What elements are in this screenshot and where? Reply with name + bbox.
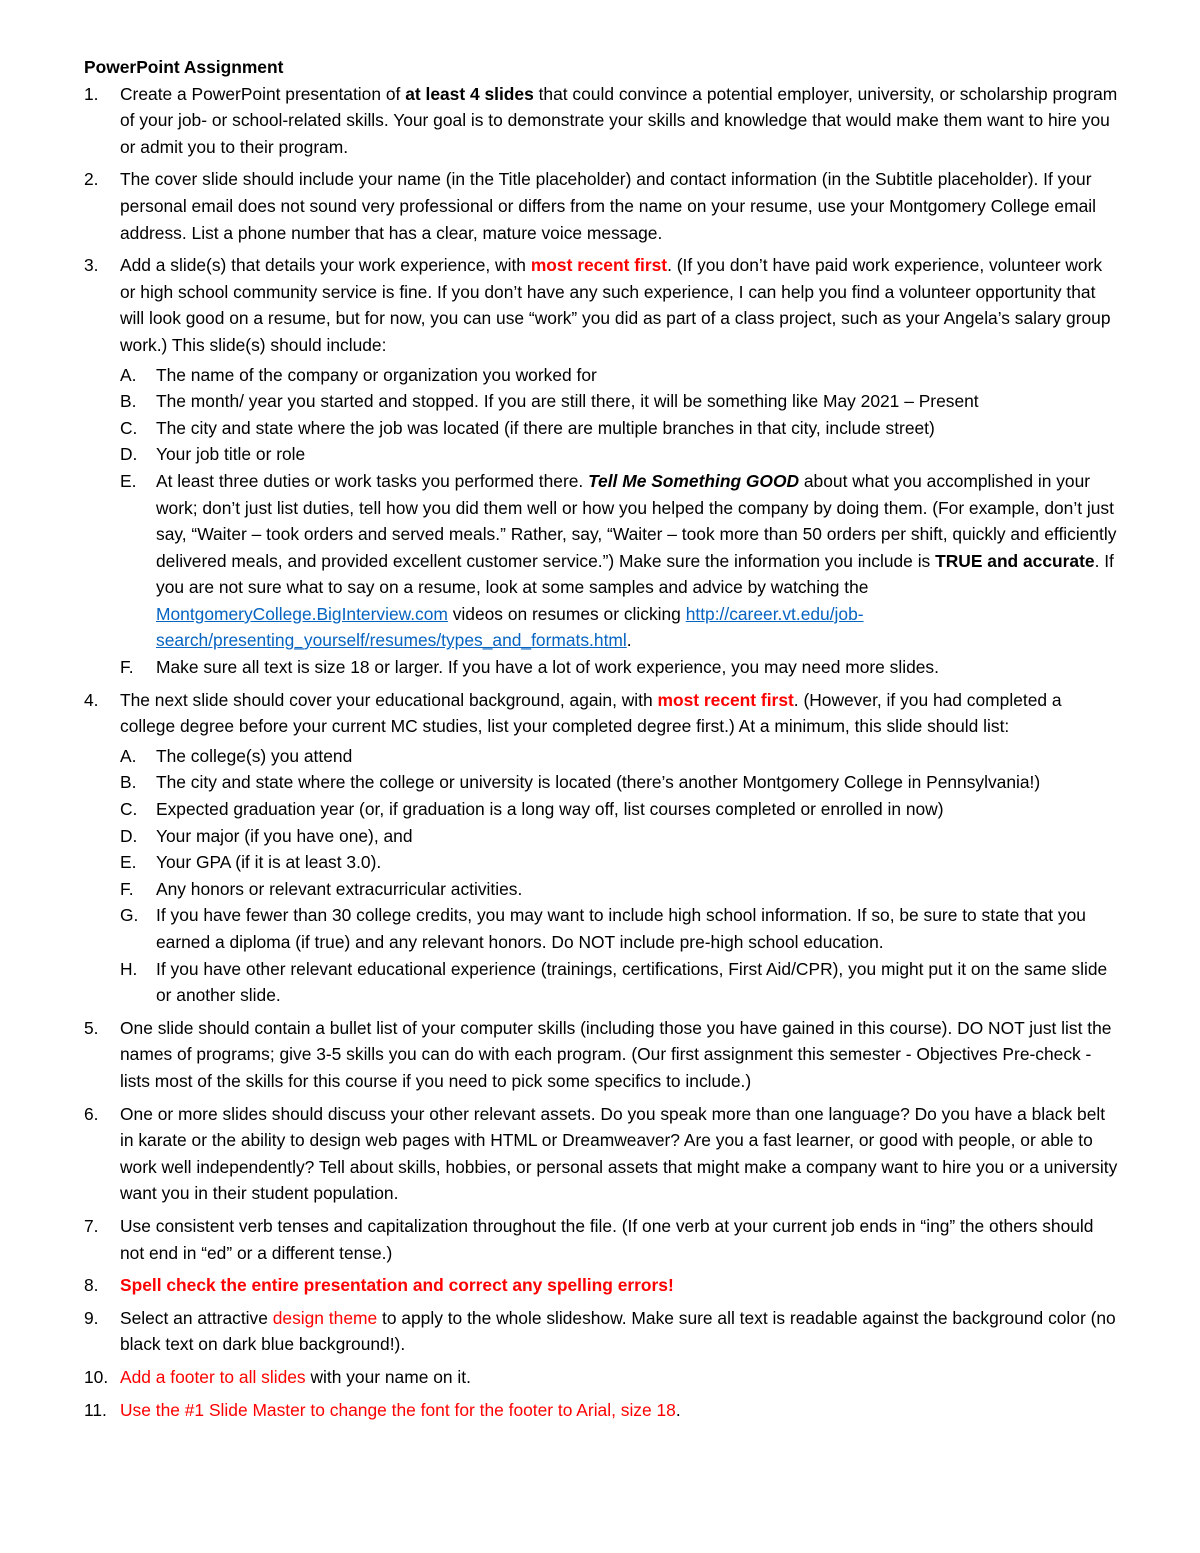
subitem-text: Make sure all text is size 18 or larger. If you have a lot of work experience, you may need more slides. [156, 657, 939, 678]
item-number: 10. [84, 1366, 109, 1387]
subitem-text: Expected graduation year (or, if graduation is a long way off, list courses completed or enrolled in now) [156, 799, 944, 820]
sublist-item-b [120, 769, 1119, 796]
sublist-item-e [120, 468, 1119, 654]
list-item-5 [84, 1015, 1119, 1095]
item-text: Add a slide(s) that details your work experience, with [120, 255, 531, 276]
item-number: 6. [84, 1103, 99, 1124]
subitem-letter: F. [120, 878, 134, 899]
item-text: to apply to the whole slideshow. Make sure all text is readable against the background color (no black text on dark blue background!). [120, 1307, 1116, 1355]
item-text: . (If you don’t have paid work experience, volunteer work or high school community service is fine. If you don’t have any such experience, I can help you find a volunteer opportunity that will look good on a resume, but for now, you can use “work” you did as part of a class project, such as your Angela’s salary group work.) This slide(s) should include: [120, 255, 1111, 355]
item-emphasis-red: most recent first [657, 689, 794, 710]
subitem-letter: B. [120, 391, 137, 412]
subitem-text: The city and state where the college or university is located (there’s another Montgomery College in Pennsylvania!) [156, 772, 1041, 793]
item-number: 8. [84, 1275, 99, 1296]
subitem-text: If you have other relevant educational experience (trainings, certifications, First Aid/CPR), you might put it on the same slide or another slide. [156, 958, 1108, 1006]
list-item-11 [84, 1397, 1119, 1424]
subitem-letter: A. [120, 364, 137, 385]
subitem-text: Your major (if you have one), and [156, 825, 413, 846]
subitem-text: The month/ year you started and stopped. If you are still there, it will be something like May 2021 – Present [156, 391, 979, 412]
item-emphasis-red: most recent first [530, 255, 668, 276]
item-number: 7. [84, 1215, 99, 1236]
item-text: Use consistent verb tenses and capitalization throughout the file. (If one verb at your current job ends in “ing” the others should not end in “ed” or a different tense.) [120, 1215, 1094, 1263]
subitem-letter: D. [120, 444, 138, 465]
subitem-text: about what you accomplished in your work; don’t just list duties, tell how you did them well or how you helped the company by doing them. (For example, don’t just say, “Waiter – took orders and served meals.” Rather, say, “Waiter – took more than 50 orders per shift, quickly and efficiently delivered meals, and provided excellent customer service.”) Make sure the information you include is [156, 470, 1117, 571]
sublist-item-c [120, 415, 1119, 442]
subitem-text: Any honors or relevant extracurricular activities. [156, 878, 523, 899]
subitem-emphasis: TRUE and accurate [935, 550, 1095, 571]
list-item-4 [84, 687, 1119, 1009]
list-item-3 [84, 252, 1119, 681]
item-text: One slide should contain a bullet list of your computer skills (including those you have gained in this course). DO NOT just list the names of programs; give 3-5 skills you can do with each program. (Our first assignment this semester - Objectives Pre-check - lists most of the skills for this course if you need to pick some specifics to include.) [120, 1017, 1112, 1091]
item-number: 4. [84, 689, 99, 710]
sublist-item-f [120, 654, 1119, 681]
subitem-letter: A. [120, 745, 137, 766]
subitem-text: Your GPA (if it is at least 3.0). [156, 852, 382, 873]
subitem-text: The name of the company or organization you worked for [156, 364, 597, 385]
subitem-letter: G. [120, 905, 139, 926]
item-text: . (However, if you had completed a college degree before your current MC studies, list your completed degree first.) At a minimum, this slide should list: [120, 689, 1062, 737]
item-emphasis-red: Use the #1 Slide Master to change the font for the footer to Arial, size 18 [120, 1399, 676, 1420]
list-item-2 [84, 166, 1119, 246]
list-item-9 [84, 1305, 1119, 1358]
item-number: 9. [84, 1307, 99, 1328]
subitem-letter: E. [120, 470, 137, 491]
sublist-item-g [120, 902, 1119, 955]
sublist-item-d [120, 823, 1119, 850]
subitem-text: The city and state where the job was located (if there are multiple branches in that city, include street) [156, 417, 935, 438]
item-text: The next slide should cover your educational background, again, with [120, 689, 658, 710]
sublist-item-a [120, 362, 1119, 389]
item-number: 1. [84, 83, 99, 104]
item-emphasis-red: Spell check the entire presentation and correct any spelling errors! [120, 1275, 674, 1296]
career-vt-link[interactable]: http://career.vt.edu/job-search/presenting_yourself/resumes/types_and_formats.html [156, 603, 864, 651]
subitem-text: Your job title or role [156, 444, 306, 465]
sublist-item-f [120, 876, 1119, 903]
item-text: Select an attractive [120, 1307, 273, 1328]
sublist-item-e [120, 849, 1119, 876]
document-title: PowerPoint Assignment [84, 57, 284, 77]
item-text: The cover slide should include your name (in the Title placeholder) and contact information (in the Subtitle placeholder). If your personal email does not sound very professional or differs from the name on your resume, use your Montgomery College email address. List a phone number that has a clear, mature voice message. [120, 169, 1096, 243]
list-item-10 [84, 1364, 1119, 1391]
biginterview-link[interactable]: MontgomeryCollege.BigInterview.com [156, 603, 448, 624]
item-emphasis: at least 4 slides [405, 83, 534, 104]
subitem-text: The college(s) you attend [156, 745, 353, 766]
sublist-item-a [120, 743, 1119, 770]
item-number: 2. [84, 169, 99, 190]
subitem-letter: E. [120, 852, 137, 873]
document-body [84, 54, 1119, 1429]
item-text: with your name on it. [305, 1366, 471, 1387]
item-number: 5. [84, 1017, 99, 1038]
subitem-letter: B. [120, 772, 137, 793]
subitem-letter: C. [120, 799, 138, 820]
subitem-letter: H. [120, 958, 138, 979]
item-text: . [675, 1399, 681, 1420]
sublist-item-b [120, 388, 1119, 415]
item-text: Create a PowerPoint presentation of [120, 83, 406, 104]
item-emphasis-red: design theme [272, 1307, 378, 1328]
item-emphasis-red: Add a footer to all slides [120, 1366, 306, 1387]
sublist-item-h [120, 956, 1119, 1009]
subitem-text: . [626, 630, 632, 651]
sublist-work [120, 362, 1119, 681]
subitem-letter: D. [120, 825, 138, 846]
subitem-text: . If you are not sure what to say on a resume, look at some samples and advice by watching the [156, 550, 1114, 598]
subitem-text: videos on resumes or clicking [447, 603, 686, 624]
item-text: One or more slides should discuss your other relevant assets. Do you speak more than one language? Do you have a black belt in karate or the ability to design web pages with HTML or Dreamweaver? Are you a fast learner, or good with people, or able to work well independently? Tell about skills, hobbies, or personal assets that might make a company want to hire you or a university want you in their student population. [120, 1103, 1118, 1204]
subitem-letter: F. [120, 657, 134, 678]
item-number: 11. [84, 1399, 107, 1420]
sublist-item-c [120, 796, 1119, 823]
list-item-6 [84, 1101, 1119, 1207]
item-number: 3. [84, 255, 99, 276]
assignment-list [84, 81, 1119, 1424]
list-item-7 [84, 1213, 1119, 1266]
subitem-emphasis: Tell Me Something GOOD [588, 470, 800, 491]
subitem-text: If you have fewer than 30 college credits, you may want to include high school information. If so, be sure to state that you earned a diploma (if true) and any relevant honors. Do NOT include pre-high school education. [156, 905, 1086, 952]
sublist-education [120, 743, 1119, 1009]
list-item-8 [84, 1272, 1119, 1299]
list-item-1 [84, 81, 1119, 161]
item-text: that could convince a potential employer, university, or scholarship program of your job- or school-related skills. Your goal is to demonstrate your skills and knowledge that would make them want to hire you or admit you to their program. [120, 83, 1118, 157]
sublist-item-d [120, 441, 1119, 468]
subitem-text: At least three duties or work tasks you performed there. [156, 470, 589, 491]
subitem-letter: C. [120, 417, 138, 438]
